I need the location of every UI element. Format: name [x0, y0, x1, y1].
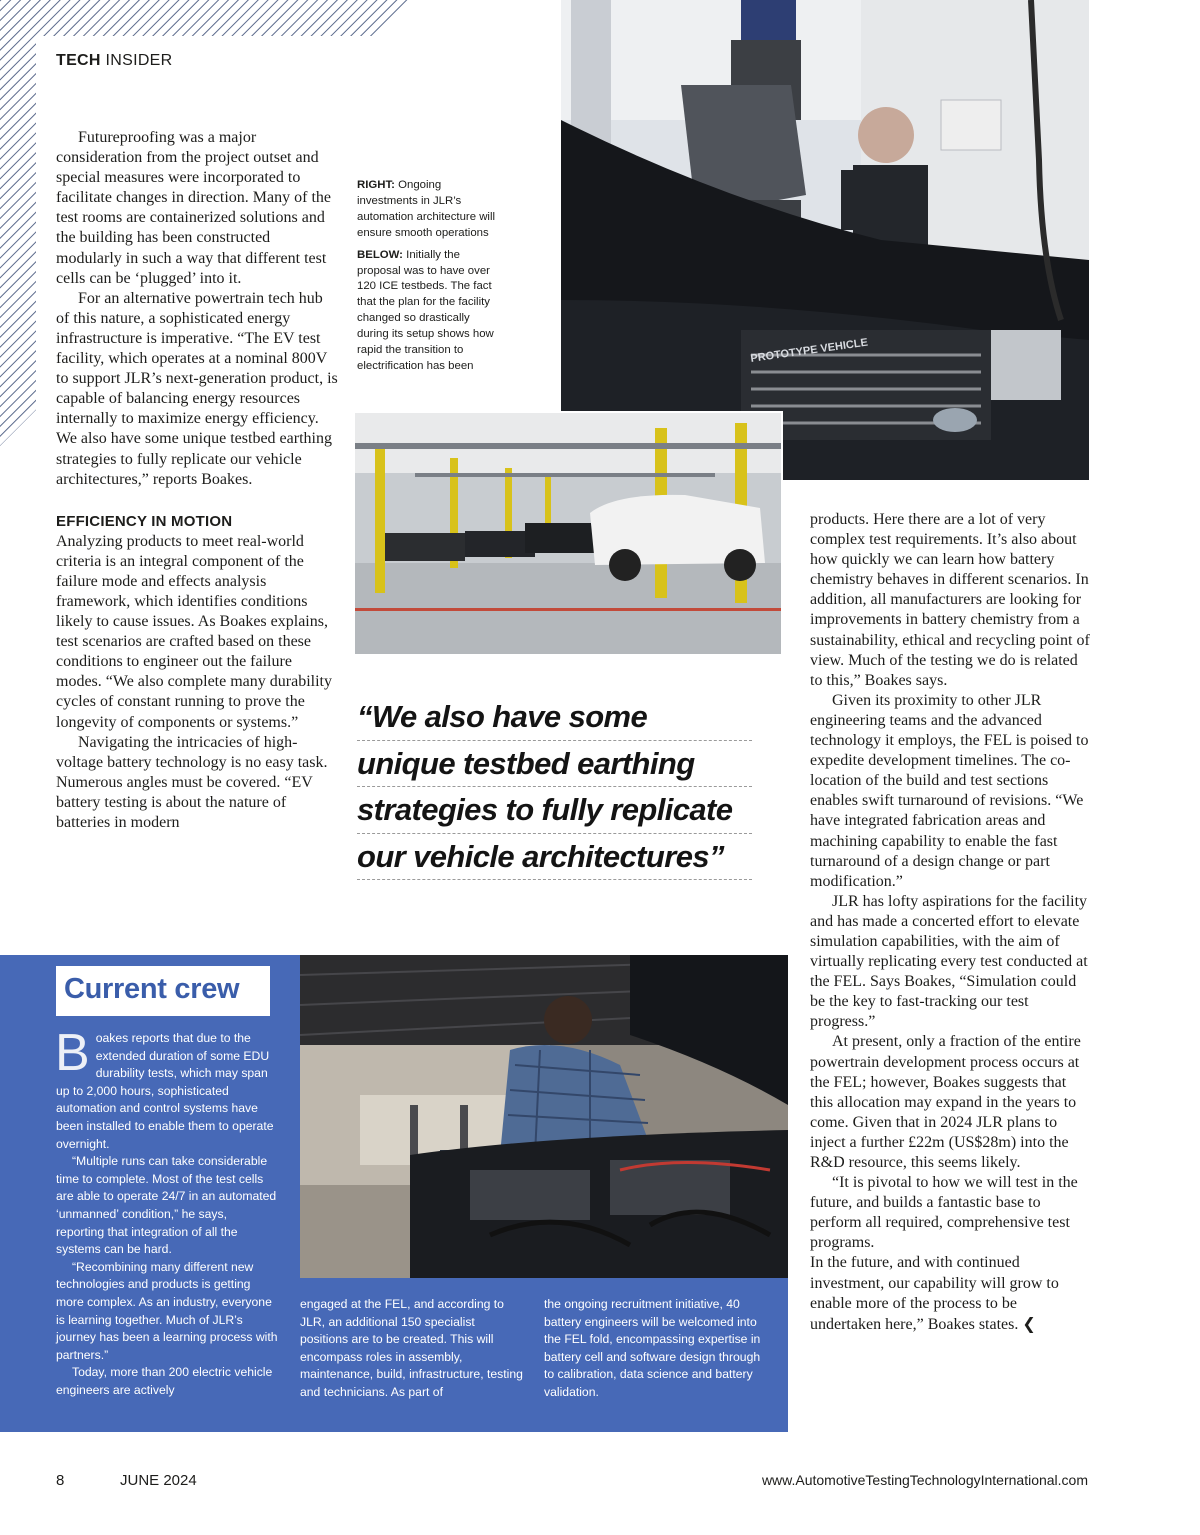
- left-paragraph-3: Analyzing products to meet real-world criteria is an integral component of the failure mode and effects analysis framework, which identifies conditions likely to cause issues. As Boakes explains, test scenarios are crafted based on these conditions to engineer out the failure modes. “We also complete many durability cycles of constant running to prove the longevity of components or systems.”: [56, 532, 332, 731]
- left-paragraph-1: Futureproofing was a major consideration from the project outset and special measures were incorporated to facilitate changes in direction. Many of the test rooms are containerized solutions and the building has been constructed modularly in such a way that different test cells can be ‘plugged’ into it.: [56, 129, 332, 287]
- right-paragraph-2: Given its proximity to other JLR engineering teams and the advanced technology it employs, the FEL is poised to expedite development timelines. The co-location of the build and test sections enables swift turnaround of revisions. “We have integrated fabrication areas and machining capability to enable the fast turnaround of a design change or part modification.”: [810, 691, 1089, 890]
- caption-right: [357, 178, 497, 242]
- caption-below-text: Initially the proposal was to have over 120 ICE testbeds. The fact that the plan for the facility changed so drastically during its setup shows how rapid the transition to electrification has been: [357, 248, 494, 372]
- sidebar-paragraph-4: Today, more than 200 electric vehicle engineers are actively: [56, 1365, 273, 1397]
- section-name-rest: INSIDER: [100, 52, 173, 69]
- page-number: 8: [56, 1472, 65, 1489]
- pull-quote-line-1: “We also have some: [357, 694, 752, 741]
- sidebar-dropcap: B: [55, 1024, 90, 1082]
- section-name-bold: TECH: [56, 52, 101, 69]
- right-paragraph-1: products. Here there are a lot of very complex test requirements. It’s also about how quickly we can learn how battery chemistry behaves in different scenarios. In addition, all manufacturers are looking for improvements in battery chemistry from a sustainability, ethical and recycling point of view. Much of the testing we do is related to this,” Boakes says.: [810, 511, 1090, 689]
- sidebar-title: Current crew: [64, 973, 240, 1005]
- right-paragraph-6-text: In the future, and with continued investment, our capability will grow to enable more of the process to be undertaken here,” Boakes states.: [810, 1254, 1059, 1333]
- right-paragraph-5: “It is pivotal to how we will test in the future, and builds a fantastic base to perform all required, comprehensive test programs.: [810, 1174, 1078, 1252]
- right-paragraph-3: JLR has lofty aspirations for the facility and has made a concerted effort to elevate simulation capabilities, with the aim of virtually replicating every test conducted at the FEL. Says Boakes, “Simulation could be the key to fast-tracking our test progress.”: [810, 892, 1088, 1031]
- right-paragraph-6: [810, 1253, 1090, 1334]
- sidebar-column-2: [300, 1296, 526, 1402]
- pull-quote-line-2: unique testbed earthing: [357, 741, 752, 788]
- pull-quote-line-3: strategies to fully replicate: [357, 787, 752, 834]
- caption-right-text: Ongoing investments in JLR’s automation architecture will ensure smooth operations: [357, 179, 496, 239]
- subheading-efficiency: EFFICIENCY IN MOTION: [56, 512, 233, 530]
- caption-right-label: RIGHT:: [357, 179, 395, 191]
- photo-engineer-engine-bay: [300, 955, 788, 1278]
- section-header: [56, 52, 173, 70]
- caption-below: [357, 248, 497, 375]
- sidebar-paragraph-2: “Multiple runs can take considerable time to complete. Most of the test cells are able to operate 24/7 in an automated ‘unmanned’ condition,” he says, reporting that integration of all the systems can be hard.: [56, 1154, 277, 1257]
- left-column: [56, 128, 338, 833]
- end-mark-icon: ❮: [1022, 1313, 1036, 1333]
- sidebar-col2-text: engaged at the FEL, and according to JLR, an additional 150 specialist positions are to be created. This will encompass roles in assembly, maintenance, build, infrastructure, testing and technicians. As part of: [300, 1297, 523, 1399]
- sidebar-paragraph-1: oakes reports that due to the extended duration of some EDU durability tests, which may span up to 2,000 hours, sophisticated automation and control systems have been installed to enable them to operate overnight.: [56, 1031, 274, 1151]
- left-paragraph-2: For an alternative powertrain tech hub of this nature, a sophisticated energy infrastructure is imperative. “The EV test facility, which operates at a nominal 800V to support JLR’s next-generation product, is capable of balancing energy resources internally to maximize energy efficiency. We also have some unique testbed earthing strategies to fully replicate our vehicle architectures,” reports Boakes.: [56, 289, 338, 488]
- prototype-vehicle-badge: PROTOTYPE VEHICLE: [749, 336, 869, 365]
- photo-technician-prototype: [561, 0, 1089, 480]
- right-column: [810, 510, 1090, 1335]
- pull-quote-line-4: our vehicle architectures”: [357, 834, 752, 881]
- photo-captions: [357, 178, 497, 381]
- sidebar-col3-text: the ongoing recruitment initiative, 40 battery engineers will be welcomed into the FEL fold, encompassing expertise in battery cell and software design through to calibration, data science and battery validation.: [544, 1297, 761, 1399]
- website-url[interactable]: www.AutomotiveTestingTechnologyInternational.com: [761, 1472, 1088, 1488]
- issue-date: JUNE 2024: [120, 1472, 197, 1489]
- photo-facility-testbeds: [353, 411, 783, 656]
- sidebar-column-1: [55, 1024, 278, 1399]
- right-paragraph-4: At present, only a fraction of the entire powertrain development process occurs at the FEL; however, Boakes suggests that this allocation may expand in the years to come. Given that in 2024 JLR plans to inject a further £22m (US$28m) into the R&D resource, this seems likely.: [810, 1033, 1081, 1171]
- sidebar-paragraph-3: “Recombining many different new technologies and products is getting more complex. As an industry, everyone is learning together. Much of JLR’s journey has been a learning process with partners.”: [56, 1259, 278, 1362]
- sidebar-column-3: [544, 1296, 770, 1402]
- left-paragraph-4: Navigating the intricacies of high-voltage battery technology is no easy task. Numerous angles must be covered. “EV battery testing is about the nature of batteries in modern: [56, 733, 328, 831]
- pull-quote: [357, 694, 752, 880]
- caption-below-label: BELOW:: [357, 248, 403, 261]
